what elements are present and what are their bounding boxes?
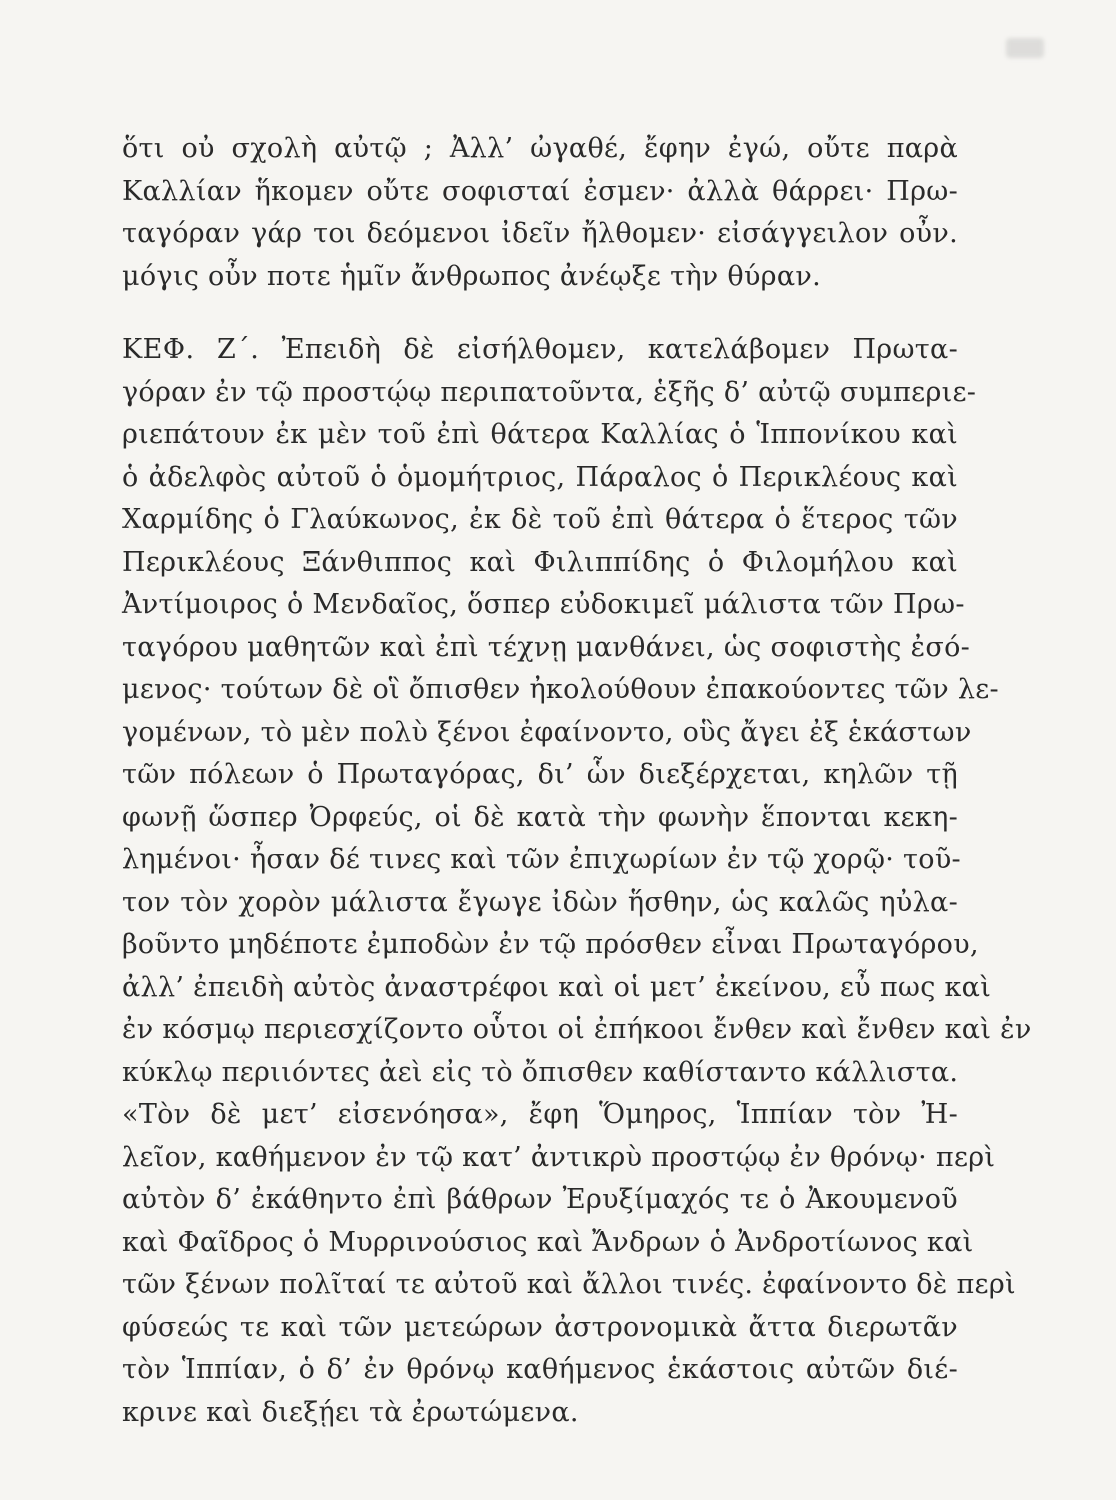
text-line: φύσεώς τε καὶ τῶν μετεώρων ἀστρονομικὰ ἄττα διερωτᾶν bbox=[122, 1311, 958, 1343]
text-line: ἐν κόσμῳ περιεσχίζοντο οὗτοι οἱ ἐπήκοοι ἔνθεν καὶ ἔνθεν καὶ ἐν bbox=[122, 1014, 1032, 1045]
text-line: Περικλέους Ξάνθιππος καὶ Φιλιππίδης ὁ Φιλομήλου καὶ bbox=[122, 546, 958, 578]
text-line: λημένοι· ἦσαν δέ τινες καὶ τῶν ἐπιχωρίων ἐν τῷ χορῷ· τοῦ- bbox=[122, 844, 961, 875]
chapter-heading: ΚΕΦ. Ζ΄. bbox=[122, 334, 260, 365]
text-line: Καλλίαν ἥκομεν οὔτε σοφισταί ἐσμεν· ἀλλὰ θάρρει· Πρω- bbox=[122, 175, 958, 207]
text-line: τον τὸν χορὸν μάλιστα ἔγωγε ἰδὼν ἥσθην, ὡς καλῶς ηὐλα- bbox=[122, 886, 958, 918]
text-line: «Τὸν δὲ μετ’ εἰσενόησα», ἔφη Ὅμηρος, Ἱππίαν τὸν Ἠ- bbox=[122, 1099, 958, 1130]
text-line: ταγόραν γάρ τοι δεόμενοι ἰδεῖν ἤλθομεν· εἰσάγγειλον οὖν. bbox=[122, 218, 958, 249]
text-line: τῶν ξένων πολῖταί τε αὐτοῦ καὶ ἄλλοι τινές. ἐφαίνοντο δὲ περὶ bbox=[122, 1269, 1016, 1300]
text-line: βοῦντο μηδέποτε ἐμποδὼν ἐν τῷ πρόσθεν εἶναι Πρωταγόρου, bbox=[122, 929, 979, 960]
text-line: ὁ ἀδελφὸς αὐτοῦ ὁ ὁμομήτριος, Πάραλος ὁ Περικλέους καὶ bbox=[122, 461, 958, 493]
text-line: κρινε καὶ διεξῄει τὰ ἐρωτώμενα. bbox=[122, 1396, 579, 1428]
text-line: τὸν Ἱππίαν, ὁ δ’ ἐν θρόνῳ καθήμενος ἑκάστοις αὐτῶν διέ- bbox=[122, 1354, 958, 1385]
text-line: λεῖον, καθήμενον ἐν τῷ κατ’ ἀντικρὺ προστῴῳ ἐν θρόνῳ· περὶ bbox=[122, 1141, 996, 1173]
text-line: ἀλλ’ ἐπειδὴ αὐτὸς ἀναστρέφοι καὶ οἱ μετ’ ἐκείνου, εὖ πως καὶ bbox=[122, 971, 992, 1003]
text-line: γόραν ἐν τῷ προστῴῳ περιπατοῦντα, ἑξῆς δ’ αὐτῷ συμπεριε- bbox=[122, 376, 977, 408]
text-line: κύκλῳ περιιόντες ἀεὶ εἰς τὸ ὄπισθεν καθίσταντο κάλλιστα. bbox=[122, 1056, 959, 1088]
text-line: αὐτὸν δ’ ἐκάθηντο ἐπὶ βάθρων Ἐρυξίμαχός τε ὁ Ἀκουμενοῦ bbox=[122, 1184, 958, 1215]
text-line: μόγις οὖν ποτε ἡμῖν ἄνθρωπος ἀνέῳξε τὴν θύραν. bbox=[122, 260, 821, 292]
text-line: Χαρμίδης ὁ Γλαύκωνος, ἐκ δὲ τοῦ ἐπὶ θάτερα ὁ ἕτερος τῶν bbox=[122, 504, 958, 535]
text-line: ταγόρου μαθητῶν καὶ ἐπὶ τέχνῃ μανθάνει, ὡς σοφιστὴς ἐσό- bbox=[122, 631, 971, 663]
text-line: γομένων, τὸ μὲν πολὺ ξένοι ἐφαίνοντο, οὓς ἄγει ἐξ ἑκάστων bbox=[122, 716, 972, 748]
text-line: τῶν πόλεων ὁ Πρωταγόρας, δι’ ὧν διεξέρχεται, κηλῶν τῇ bbox=[122, 759, 958, 790]
text-line: φωνῇ ὥσπερ Ὀρφεύς, οἱ δὲ κατὰ τὴν φωνὴν ἕπονται κεκη- bbox=[122, 801, 958, 833]
chapter-first-line bbox=[122, 329, 958, 372]
page-text bbox=[122, 128, 1032, 1434]
page-number-mark bbox=[1006, 38, 1044, 58]
text-line: ριεπάτουν ἐκ μὲν τοῦ ἐπὶ θάτερα Καλλίας ὁ Ἱππονίκου καὶ bbox=[122, 419, 958, 450]
text-line: ὅτι οὐ σχολὴ αὐτῷ ; Ἀλλ’ ὠγαθέ, ἔφην ἐγώ, οὔτε παρὰ bbox=[122, 133, 958, 164]
text-line: Ἀντίμοιρος ὁ Μενδαῖος, ὅσπερ εὐδοκιμεῖ μάλιστα τῶν Πρω- bbox=[122, 589, 965, 620]
text-line: μενος· τούτων δὲ οἳ ὄπισθεν ἠκολούθουν ἐπακούοντες τῶν λε- bbox=[122, 674, 999, 705]
chapter-first-line-text: Ἐπειδὴ δὲ εἰσήλθομεν, κατελάβομεν Πρωτα- bbox=[281, 334, 958, 365]
text-line: καὶ Φαῖδρος ὁ Μυρρινούσιος καὶ Ἄνδρων ὁ Ἀνδροτίωνος καὶ bbox=[122, 1226, 974, 1258]
